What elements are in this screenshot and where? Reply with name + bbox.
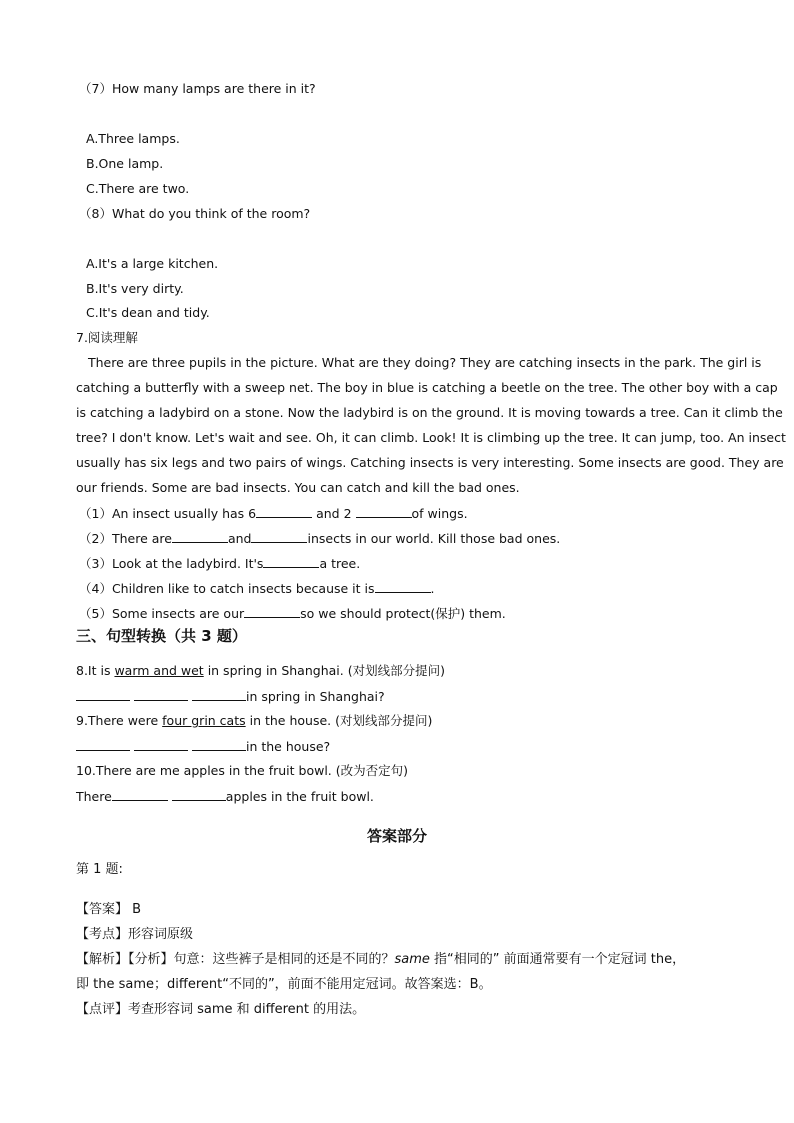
fill-sentence-3 — [79, 555, 360, 572]
answer-blank[interactable] — [134, 738, 188, 751]
fill-sentence-1 — [79, 505, 468, 522]
passage-line-4: tree? I don't know. Let's wait and see. Oh, it can climb. Look! It is climbing up the tree. It can jump, too. An insect — [76, 430, 786, 445]
passage-line-5: usually has six legs and two pairs of wings. Catching insects is very interesting. Some insects are good. They are — [76, 455, 784, 470]
fill-text: so we should protect(保护) them. — [300, 606, 506, 621]
fill-text: insects in our world. Kill those bad ones. — [307, 531, 561, 546]
passage-line-6: our friends. Some are bad insects. You can catch and kill the bad ones. — [76, 480, 520, 495]
analysis-text: 指“相同的” 前面通常要有一个定冠词 the， — [429, 952, 686, 967]
answer-key: 【答案】 B — [76, 902, 142, 917]
question-text: in spring in Shanghai. (对划线部分提问) — [203, 663, 445, 678]
fill-text: . — [430, 581, 435, 596]
option-b: B.It's very dirty. — [86, 281, 184, 296]
question-8-text: （8）What do you think of the room? — [79, 206, 311, 221]
knowledge-point: 【考点】形容词原级 — [76, 927, 194, 942]
answer-line-text: in spring in Shanghai? — [245, 689, 385, 704]
answer-blank[interactable] — [375, 580, 431, 593]
answer-blank[interactable] — [134, 688, 188, 701]
fill-sentence-2 — [79, 530, 560, 547]
answer-blank[interactable] — [192, 738, 246, 751]
question-text: 8.It is — [76, 663, 115, 678]
underlined-phrase: warm and wet — [114, 663, 204, 678]
fill-text: of wings. — [411, 506, 468, 521]
fill-text: and — [227, 531, 252, 546]
fill-sentence-5 — [79, 605, 506, 622]
question-text: 9.There were — [76, 713, 163, 728]
option-c: C.There are two. — [86, 181, 190, 196]
answer-blank[interactable] — [192, 688, 246, 701]
answer-blank[interactable] — [244, 605, 300, 618]
analysis-text: 【解析】【分析】句意：这些裤子是相同的还是不同的？ — [76, 952, 395, 967]
answer-blank[interactable] — [76, 738, 130, 751]
comment: 【点评】考查形容词 same 和 different 的用法。 — [76, 1002, 366, 1017]
answer-line-8 — [76, 688, 385, 705]
answer-blank[interactable] — [76, 688, 130, 701]
fill-sentence-4 — [79, 580, 435, 597]
underlined-phrase: four grin cats — [162, 713, 246, 728]
analysis-line-1 — [76, 952, 685, 968]
analysis-line-2: 即 the same；different“不同的”，前面不能用定冠词。故答案选：B。 — [76, 977, 492, 992]
option-b: B.One lamp. — [86, 156, 164, 171]
answer-line-text: There — [76, 789, 112, 804]
option-a: A.It's a large kitchen. — [86, 256, 219, 271]
option-a: A.Three lamps. — [86, 131, 180, 146]
fill-text: （4）Children like to catch insects because it is — [79, 581, 375, 596]
fill-text: （2）There are — [79, 531, 172, 546]
question-text: in the house. (对划线部分提问) — [245, 713, 433, 728]
question-10: 10.There are me apples in the fruit bowl. (改为否定句) — [76, 763, 409, 778]
passage-line-2: catching a butterfly with a sweep net. The boy in blue is catching a beetle on the tree. The other boy with a cap — [76, 380, 778, 395]
answer-blank[interactable] — [356, 505, 412, 518]
option-c: C.It's dean and tidy. — [86, 305, 210, 320]
answer-line-10 — [76, 788, 374, 805]
answers-title: 答案部分 — [366, 827, 427, 845]
passage-line-3: is catching a ladybird on a stone. Now the ladybird is on the ground. It is moving towards a tree. Can it climb the — [76, 405, 783, 420]
fill-text: （3）Look at the ladybird. It's — [79, 556, 264, 571]
answer-blank[interactable] — [263, 555, 319, 568]
question-number: 第 1 题: — [76, 862, 123, 877]
answer-line-text: in the house? — [245, 739, 331, 754]
passage-line-1: There are three pupils in the picture. What are they doing? They are catching insects in the park. The girl is — [88, 355, 762, 370]
fill-text: （5）Some insects are our — [79, 606, 245, 621]
answer-blank[interactable] — [172, 530, 228, 543]
answer-blank[interactable] — [251, 530, 307, 543]
question-8 — [76, 663, 445, 679]
fill-text: （1）An insect usually has 6 — [79, 506, 257, 521]
section-title: 三、句型转换（共 3 题） — [76, 627, 247, 645]
fill-text: a tree. — [319, 556, 361, 571]
answer-line-9 — [76, 738, 330, 755]
question-9 — [76, 713, 432, 729]
answer-line-text: apples in the fruit bowl. — [225, 789, 374, 804]
reading-heading: 7.阅读理解 — [76, 330, 138, 345]
question-7-text: （7）How many lamps are there in it? — [79, 81, 316, 96]
answer-blank[interactable] — [172, 788, 226, 801]
answer-blank[interactable] — [256, 505, 312, 518]
analysis-italic: same — [394, 952, 430, 967]
answer-blank[interactable] — [112, 788, 168, 801]
fill-text: and 2 — [316, 506, 356, 521]
